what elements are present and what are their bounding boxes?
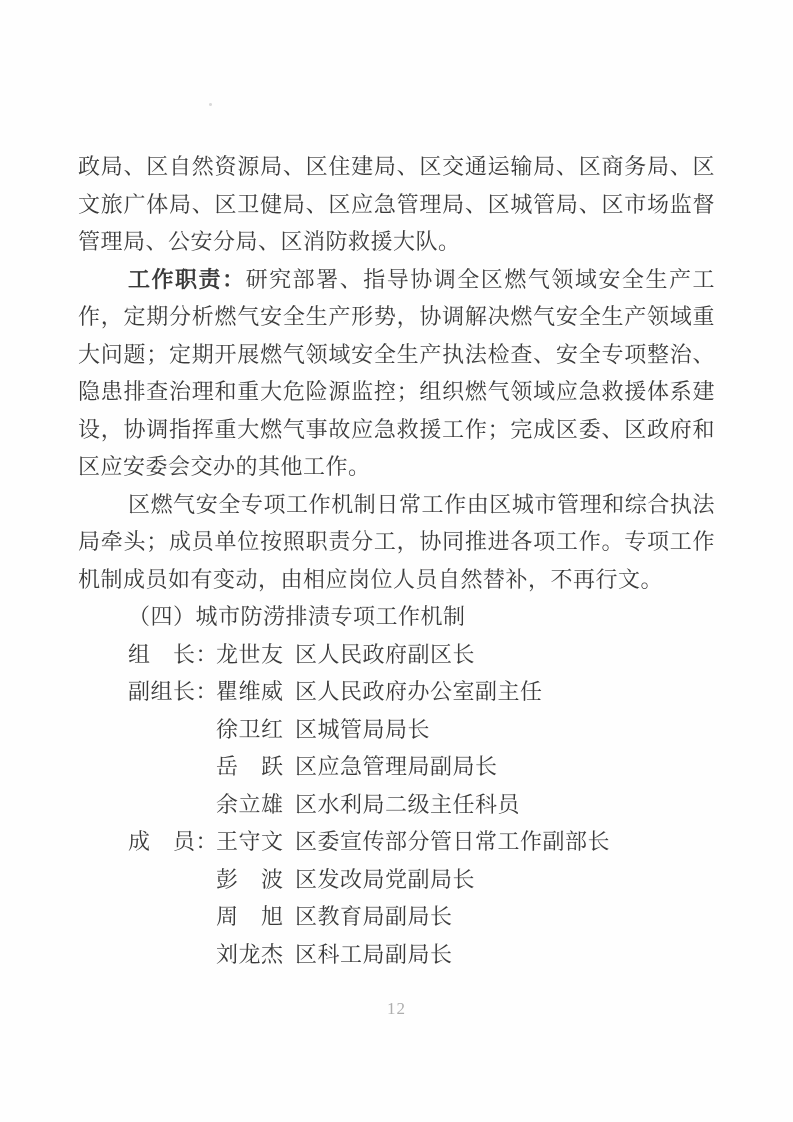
roster-role-label: 组 长： [128, 641, 219, 667]
roster-person-title: 区人民政府办公室副主任 [295, 679, 543, 704]
scan-speck [209, 103, 212, 106]
roster-person-title: 区委宣传部分管日常工作副部长 [295, 829, 611, 854]
roster-row [78, 898, 715, 936]
roster-role-label: 成 员： [128, 829, 219, 854]
roster-row-leader [78, 636, 715, 674]
section-heading: （四）城市防涝排渍专项工作机制 [128, 604, 466, 629]
paragraph-mechanism-note: 区燃气安全专项工作机制日常工作由区城市管理和综合执法局牵头；成员单位按照职责分工，协同推进各项工作。专项工作机制成员如有变动，由相应岗位人员自然替补，不再行文。 [78, 491, 715, 592]
paragraph-bureau-list-continuation: 政局、区自然资源局、区住建局、区交通运输局、区商务局、区文旅广体局、区卫健局、区应急管理局、区城管局、区市场监督管理局、公安分局、区消防救援大队。 [78, 154, 715, 254]
roster-person-title: 区人民政府副区长 [295, 641, 476, 667]
roster-row-members [78, 823, 715, 861]
roster-person-title: 区城管局局长 [295, 716, 431, 742]
roster-person-title: 区水利局二级主任科员 [295, 791, 521, 817]
roster-role-label [128, 748, 216, 786]
roster-person-title: 区发改局党副局长 [295, 866, 476, 892]
roster-person-name: 余立雄 [216, 791, 284, 817]
roster-person-name: 龙世友 [216, 641, 284, 667]
roster-person-name: 王守文 [216, 829, 284, 854]
roster-person-name: 周 旭 [216, 904, 284, 929]
roster-person-name: 彭 波 [216, 866, 284, 892]
roster-row [78, 748, 715, 786]
roster-person-name: 徐卫红 [216, 716, 284, 742]
roster-role-label: 副组长： [128, 679, 219, 704]
paragraph-work-duties [78, 261, 715, 486]
work-duties-lead: 工作职责： [128, 266, 246, 292]
roster-person-title: 区教育局副局长 [295, 904, 453, 929]
roster-person-title: 区应急管理局副局长 [295, 754, 498, 779]
roster-person-title: 区科工局副局长 [295, 941, 453, 967]
roster-person-name: 岳 跃 [216, 754, 284, 779]
roster-list [78, 636, 715, 974]
roster-row-deputy-leader [78, 673, 715, 711]
roster-row [78, 936, 715, 974]
roster-role-label [128, 861, 216, 899]
roster-row [78, 786, 715, 824]
roster-person-name: 刘龙杰 [216, 941, 284, 967]
document-body [78, 148, 715, 973]
work-duties-text: 研究部署、指导协调全区燃气领域安全生产工作，定期分析燃气安全生产形势，协调解决燃气安全生产领域重大问题；定期开展燃气领域安全生产执法检查、安全专项整治、隐患排查治理和重大危险源监控；组织燃气领域应急救援体系建设，协调指挥重大燃气事故应急救援工作；完成区委、区政府和区应安委会交办的其他工作。 [78, 266, 715, 479]
page-number: 12 [387, 999, 406, 1018]
roster-row [78, 711, 715, 749]
roster-role-label [128, 936, 216, 974]
roster-role-label [128, 898, 216, 936]
roster-role-label [128, 711, 216, 749]
roster-role-label [128, 786, 216, 824]
roster-row [78, 861, 715, 899]
roster-person-name: 瞿维威 [216, 679, 284, 704]
